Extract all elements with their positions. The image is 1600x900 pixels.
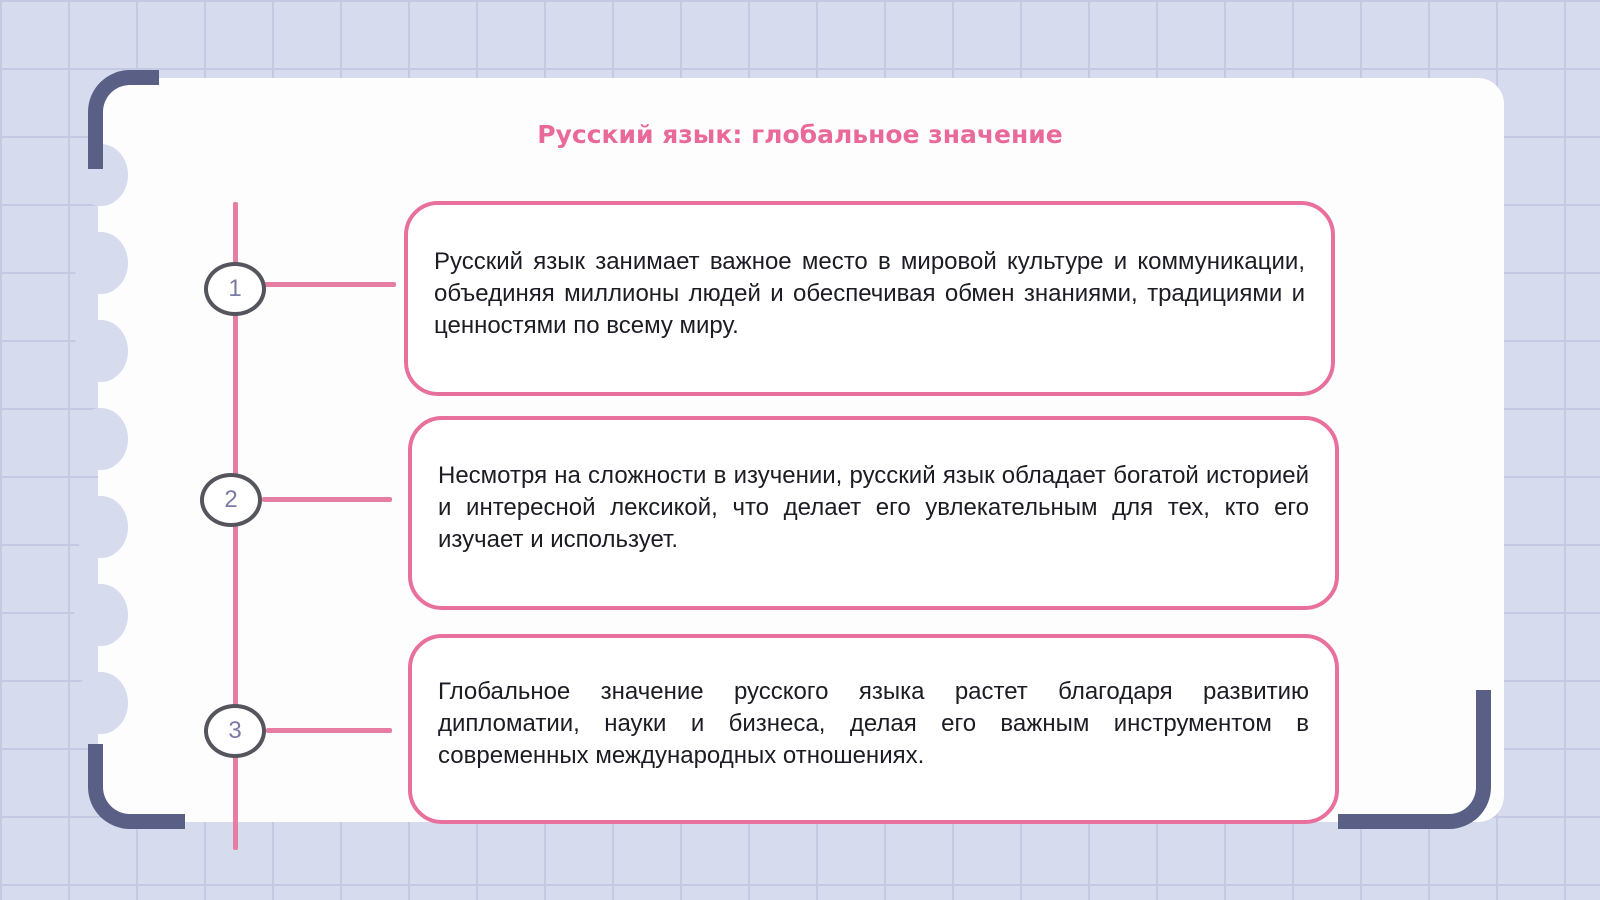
step-number-3: 3 bbox=[204, 704, 266, 758]
step-card-3 bbox=[408, 634, 1339, 824]
sheet-edge-scallop bbox=[74, 232, 128, 294]
connector-1 bbox=[264, 282, 396, 287]
step-text-1: Русский язык занимает важное место в мировой культуре и коммуникации, объединяя миллионы людей и обеспечивая обмен знаниями, традициями и ценностями по всему миру. bbox=[434, 247, 1305, 339]
sheet-edge-scallop bbox=[74, 408, 128, 470]
step-card-1 bbox=[404, 201, 1335, 396]
step-number-1: 1 bbox=[204, 262, 266, 316]
step-text-3: Глобальное значение русского языка растет благодаря развитию дипломатии, науки и бизнеса, делая его важным инструментом в современных международных отношениях. bbox=[438, 678, 1309, 769]
sheet-edge-scallop bbox=[74, 496, 128, 558]
step-card-2 bbox=[408, 416, 1339, 610]
step-text-2: Несмотря на сложности в изучении, русский язык обладает богатой историей и интересной лексикой, что делает его увлекательным для тех, кто его изучает и использует. bbox=[438, 462, 1309, 553]
connector-2 bbox=[262, 497, 392, 502]
sheet-edge-scallop bbox=[74, 672, 128, 734]
page-title: Русский язык: глобальное значение bbox=[537, 120, 1063, 149]
corner-bracket-bottom-right bbox=[1338, 690, 1491, 829]
sheet-edge-scallop bbox=[74, 584, 128, 646]
connector-3 bbox=[266, 728, 392, 733]
sheet-edge-scallop bbox=[74, 320, 128, 382]
step-number-2: 2 bbox=[200, 473, 262, 527]
corner-bracket-bottom-left bbox=[88, 744, 185, 829]
